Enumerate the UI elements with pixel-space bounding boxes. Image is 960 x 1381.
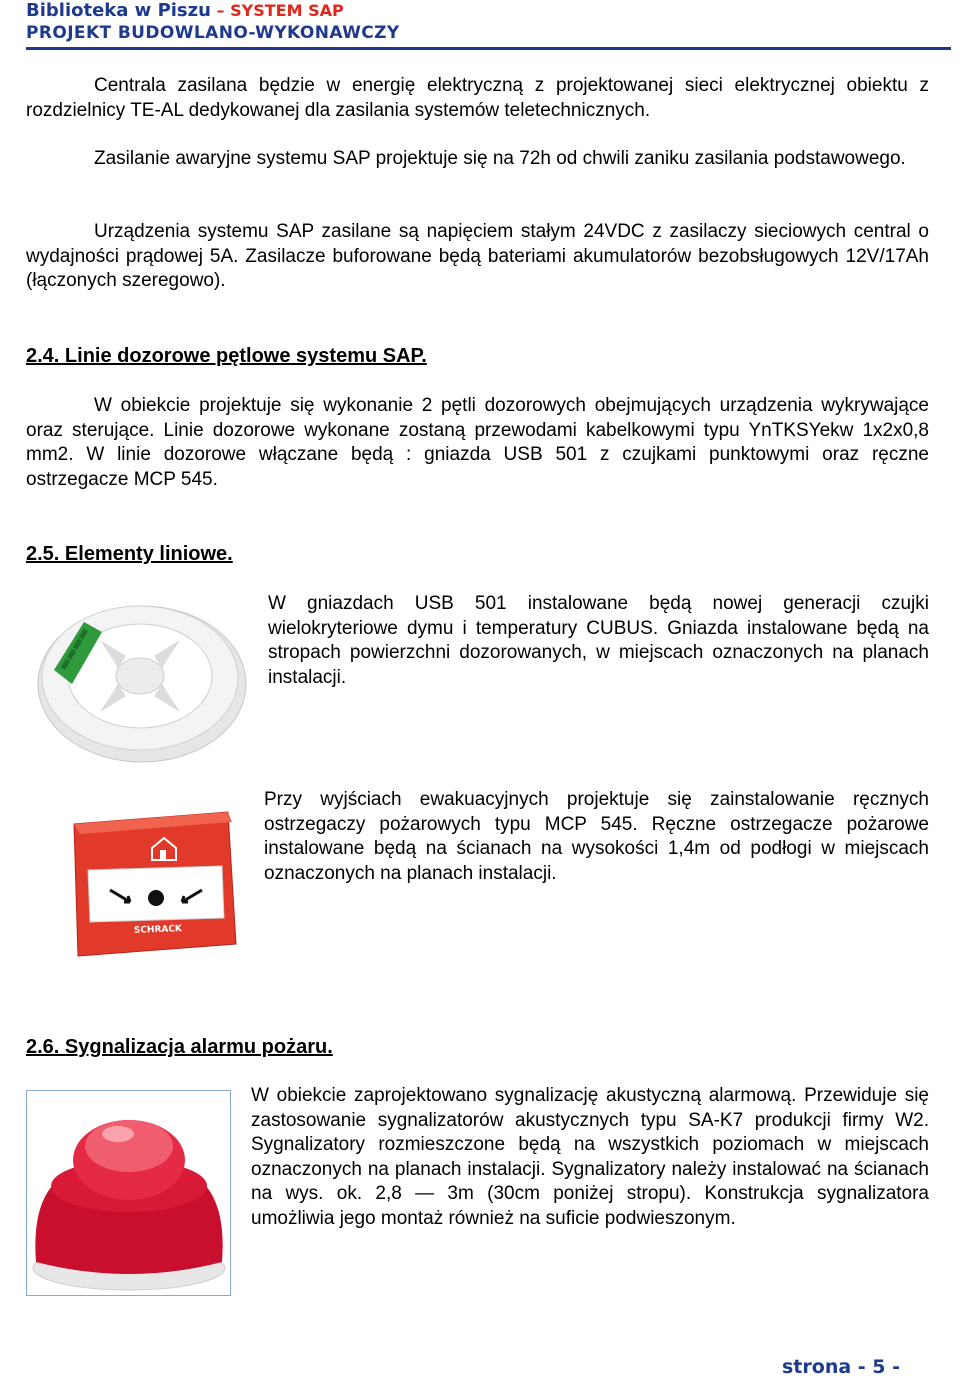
heading-2-4: 2.4. Linie dozorowe pętlowe systemu SAP. — [26, 345, 427, 367]
paragraph-power-supply: Centrala zasilana będzie w energię elektryczną z projektowanej sieci elektrycznej obiektu z rozdzielnicy TE-AL dedykowanej dla zasilania systemów teletechnicznych. — [26, 75, 929, 121]
header-title: Biblioteka w Piszu — [26, 0, 211, 21]
header-system: SYSTEM SAP — [230, 1, 344, 20]
paragraph-sounders: W obiekcie zaprojektowano sygnalizację akustyczną alarmową. Przewiduje się zastosowanie sygnalizatorów akustycznych typu SA-K7 produkcji firmy W2. Sygnalizatory rozmieszczone będą na wszystkich poziomach w miejscach oznaczonych na planach instalacji. Sygnalizatory należy instalować na ścianach na wys. ok. 2,8 — 3m (30cm poniżej stropu). Konstrukcja sygnalizatora umożliwia jego montaż również na suficie podwieszonym. — [251, 1085, 929, 1229]
detector-base-image — [30, 592, 250, 772]
sounder-image — [26, 1090, 231, 1301]
header-separator: – — [210, 1, 231, 20]
heading-2-5: 2.5. Elementy liniowe. — [26, 543, 233, 565]
page-number: strona - 5 - — [782, 1356, 900, 1378]
mcp545-image — [68, 810, 243, 965]
header-line1 — [26, 0, 951, 22]
paragraph-dc-voltage: Urządzenia systemu SAP zasilane są napięciem stałym 24VDC z zasilaczy sieciowych central o wydajności prądowej 5A. Zasilacze buforowane będą bateriami akumulatorów bezobsługowych 12V/17Ah (łączonych szeregowo). — [26, 221, 929, 292]
paragraph-usb501: W gniazdach USB 501 instalowane będą nowej generacji czujki wielokryteriowe dymu i temperatury CUBUS. Gniazda instalowane będą na stropach powierzchni dozorowanych, w miejscach oznaczonych na planach instalacji. — [268, 593, 929, 688]
paragraph-loop-lines: W obiekcie projektuje się wykonanie 2 pętli dozorowych obejmujących urządzenia wykrywające oraz sterujące. Linie dozorowe wykonane zostaną przewodami kabelkowymi typu YnTKSYekw 1x2x0,8 mm2. W linie dozorowe włączane będą : gniazda USB 501 z czujkami punktowymi oraz ręczne ostrzegacze MCP 545. — [26, 395, 929, 490]
header-divider — [26, 47, 951, 50]
heading-2-6: 2.6. Sygnalizacja alarmu pożaru. — [26, 1036, 333, 1058]
svg-text:SCHRACK: SCHRACK — [133, 924, 183, 936]
page-header — [26, 0, 951, 44]
paragraph-backup-power: Zasilanie awaryjne systemu SAP projektuje się na 72h od chwili zaniku zasilania podstawowego. — [94, 148, 906, 169]
press-point-icon — [148, 890, 164, 906]
header-subtitle: PROJEKT BUDOWLANO-WYKONAWCZY — [26, 23, 400, 43]
paragraph-mcp545: Przy wyjściach ewakuacyjnych projektuje się zainstalowanie ręcznych ostrzegaczy pożarowych typu MCP 545. Ręczne ostrzegacze pożarowe instalowane będą na ścianach na wysokości 1,4m od podłogi w miejscach oznaczonych na planach instalacji. — [264, 789, 929, 884]
